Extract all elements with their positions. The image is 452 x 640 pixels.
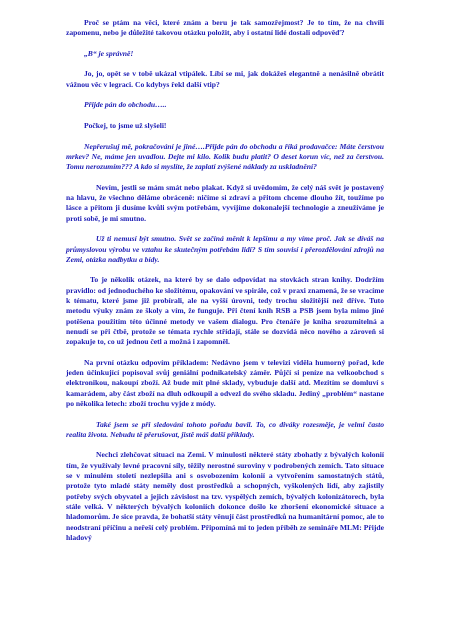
paragraph-world-changing: Už ti nemusí být smutno. Svět se začíná měnit k lepšímu a my víme proč. Jak se díváš na průmyslovou výrobu ve vztahu ke skutečným potřebám lidí? S tím souvisí i přerozdělování zdrojů na Zemi, otázka nadbytku a bídy. xyxy=(66,234,384,264)
paragraph-reality-of-life: Také jsem se při sledování tohoto pořadu bavil. To, co diváky rozesměje, je velmi často realita života. Nebudu tě přerušovat, jistě máš další příklady. xyxy=(66,419,384,439)
paragraph-teaching-method: To je několik otázek, na které by se dalo odpovídat na stovkách stran knihy. Dodržím pravidlo: od jednoduchého ke složitému, opakování ve spirále, což v praxi znamená, že se vracíme k tématu, které jsme již probírali, ale na vyšší úrovni, tedy trochu složitější než dříve. Tuto metodu výuky znám ze školy a vím, že funguje. Při čtení knih RSB a PSB jsem byla mimo jiné potěšena použitím této účinné metody ve vašem dialogu. Pro čtenáře je kniha srozumitelná a nenudí se při čtbě, protože se témata rychle střídají, stále se dozvídá něco nového a zároveň si zopakuje to, co už jednou četl a možná i zapomněl. xyxy=(66,275,384,347)
paragraph-carrot-joke: Nepřerušuj mě, pokračování je jiné….Přijde pán do obchodu a říká prodavačce: Máte čerstvou mrkev? Ne, máme jen uvadlou. Dejte mi kilo. Kolik budu platit? O deset korun víc, než za čerstvou. Tomu nerozumím??? A kdo si myslíte, že zaplatí zvýšené náklady za uskladnění? xyxy=(66,141,384,172)
paragraph-world-upside-down: Nevím, jestli se mám smát nebo plakat. Když si uvědomím, že celý náš svět je postavený na hlavu, že všechno děláme obráceně: ničíme si zdraví a přitom chceme dlouho žít, toužíme po lásce a přitom ji dusíme kvůli svým potřebám, vyvíjíme dokonalejší technologie a zneužíváme je proti sobě, je mi smutno. xyxy=(66,182,384,223)
paragraph-tv-example: Na první otázku odpovím příkladem: Nedávno jsem v televizi viděla humorný pořad, kde jeden účinkující popisoval svůj geniální podnikatelský záměr. Půjčí si peníze na velkoobchod s elektronikou, nakoupí zboží. Až bude mít plné sklady, vybuduje další atd. Mezitím se domluví s kamarádem, aby část zboží na dluh odkoupil a odvezl do svého skladu. Jediný „problém“ nastane po několika letech: zboží trochu vyjde z módy. xyxy=(66,357,384,408)
paragraph-joker-remark: Jo, jo, opět se v tobě ukázal vtipálek. Líbí se mi, jak dokážeš elegantně a nenásilně obrátit vážnou věc v legraci. Co kdybys řekl další vtip? xyxy=(66,69,384,89)
paragraph-already-heard: Počkej, to jsme už slyšeli! xyxy=(84,120,167,130)
paragraph-b-is-correct: „B“ je správně! xyxy=(84,48,134,58)
paragraph-joke-start: Přijde pán do obchodu….. xyxy=(84,100,167,110)
paragraph-question-self-evident: Proč se ptám na věci, které znám a beru je tak samozřejmost? Je to tím, že na chvíli zapomenu, nebo je důležité takovou otázku položit, aby i ostatní lidé dostali odpověď? xyxy=(66,18,384,38)
paragraph-colonies: Nechci zlehčovat situaci na Zemi. V minulosti některé státy zbohatly z bývalých kolonií tím, že využívaly levné pracovní síly, těžily nerostné suroviny v podrobených zemích. Tato situace se v minulém století nezlepšila ani s osvobozením kolonií a vytvořením samostatných států, protože tyto mladé státy neměly dost prostředků a schopných, vyškolených lidí, aby zajistily potřeby svých obyvatel a jejich závislost na tzv. vyspělých zemích, bývalých kolonizátorech, byla stále velká. V některých bývalých koloniích dokonce došlo ke zhoršení ekonomické situace a hladomorům. Je sice pravda, že bohatší státy věnují část prostředků na humanitární pomoc, ale to neodstraní příčinu a neřeší celý problém. Připomíná mi to jeden příběh ze semináře MLM: Přijde hladový xyxy=(66,450,384,542)
